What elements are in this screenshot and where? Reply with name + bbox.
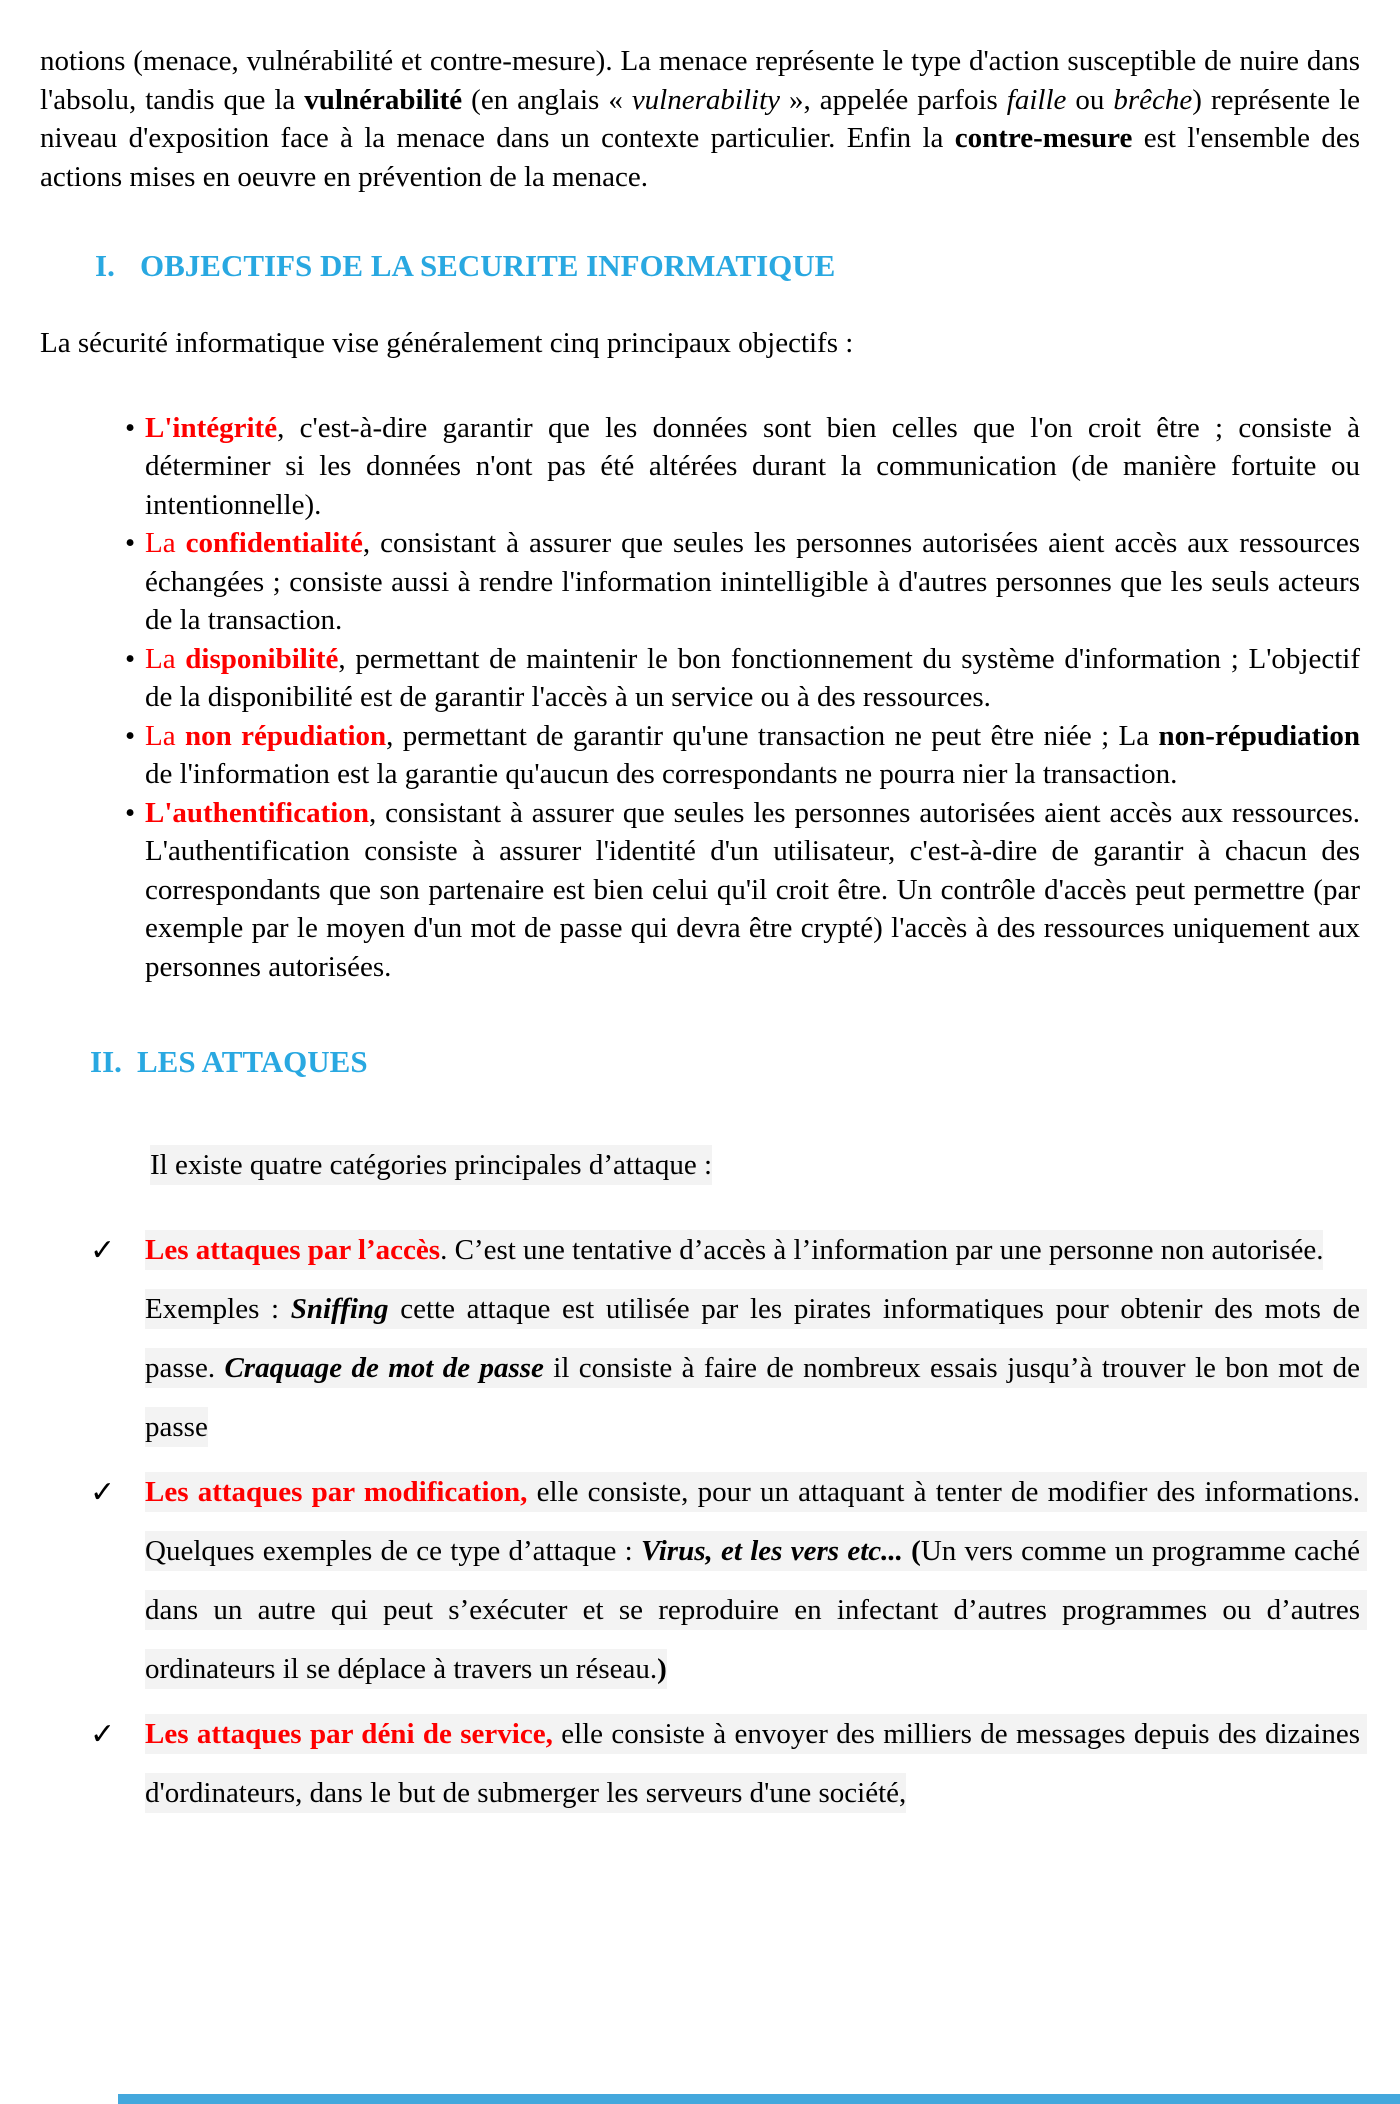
objective-text: L'intégrité, c'est-à-dire garantir que les données sont bien celles que l'on croit être ; consiste à déterminer si les données n'ont pas été altérées durant la communication (de manière fortuite ou intentionnelle). — [145, 411, 1368, 521]
section-2-title: LES ATTAQUES — [137, 1044, 368, 1079]
objectives-intro: La sécurité informatique vise généralement cinq principaux objectifs : — [40, 327, 854, 359]
objective-item-authentification — [125, 794, 1368, 987]
bottom-blue-bar — [118, 2094, 1400, 2104]
attack-item-modification — [90, 1463, 1368, 1699]
objective-text: La confidentialité, consistant à assurer que seules les personnes autorisées aient accès aux ressources échangées ; consiste aussi à rendre l'information inintelligible à d'autres personnes que les seuls acteurs de la transaction. — [145, 527, 1368, 636]
objective-item-disponibilite — [125, 640, 1368, 717]
bullet-icon: • — [125, 719, 136, 752]
attack-paragraph: Les attaques par déni de service, elle consiste à envoyer des milliers de messages depuis des dizaines d'ordinateurs, dans le but de submerger les serveurs d'une société, — [145, 1705, 1360, 1823]
bullet-icon: • — [125, 527, 136, 559]
check-icon: ✓ — [90, 1475, 116, 1510]
attack-item-deni-de-service — [90, 1705, 1368, 1823]
attack-paragraph: Exemples : Sniffing cette attaque est utilisée par les pirates informatiques pour obtenir des mots de passe. Craquage de mot de passe il consiste à faire de nombreux essais jusqu’à trouver le bon mot de passe — [145, 1280, 1360, 1457]
section-2-heading — [40, 1042, 1360, 1082]
objective-text: La non répudiation, permettant de garantir qu'une transaction ne peut être niée ; La non-répudiation de l'information est la garantie qu'aucun des correspondants ne pourra nier la transaction. — [145, 719, 1368, 790]
objective-item-non-repudiation — [125, 717, 1368, 794]
section-2-number: II. — [90, 1044, 122, 1079]
attacks-intro: Il existe quatre catégories principales d’attaque : — [150, 1136, 1360, 1195]
intro-paragraph: notions (menace, vulnérabilité et contre-mesure). La menace représente le type d'action susceptible de nuire dans l'absolu, tandis que la vulnérabilité (en anglais « vulnerability », appelée parfois faille ou brêche) représente le niveau d'exposition face à la menace dans un contexte particulier. Enfin la contre-mesure est l'ensemble des actions mises en oeuvre en prévention de la menace. — [40, 45, 1368, 193]
attack-paragraph: Les attaques par modification, elle consiste, pour un attaquant à tenter de modifier des informations. Quelques exemples de ce type d’attaque : Virus, et les vers etc... (Un vers comme un programme caché dans un autre qui peut s’exécuter et se reproduire en infectant d’autres programmes ou d’autres ordinateurs il se déplace à travers un réseau.) — [145, 1463, 1360, 1699]
check-icon: ✓ — [90, 1233, 116, 1268]
objective-text: L'authentification, consistant à assurer que seules les personnes autorisées aient accès aux ressources. L'authentification consiste à assurer l'identité d'un utilisateur, c'est-à-dire de garantir à chacun des correspondants que son partenaire est bien celui qu'il croit être. Un contrôle d'accès peut permettre (par exemple par le moyen d'un mot de passe qui devra être crypté) l'accès à des ressources uniquement aux personnes autorisées. — [145, 796, 1368, 983]
objective-item-confidentialite — [125, 524, 1368, 640]
attacks-list — [40, 1221, 1368, 1823]
bullet-icon: • — [125, 796, 136, 829]
check-icon: ✓ — [90, 1717, 116, 1752]
section-1-heading — [40, 246, 1360, 286]
bullet-icon: • — [125, 411, 136, 444]
attack-paragraph: Les attaques par l’accès. C’est une tentative d’accès à l’information par une personne non autorisée. — [145, 1221, 1360, 1280]
section-1-number: I. — [95, 248, 115, 283]
section-1-title: OBJECTIFS DE LA SECURITE INFORMATIQUE — [140, 248, 836, 283]
objective-item-integrite — [125, 409, 1368, 525]
bullet-icon: • — [125, 642, 136, 675]
attack-item-acces — [90, 1221, 1368, 1457]
objectives-list — [40, 409, 1368, 987]
objective-text: La disponibilité, permettant de maintenir le bon fonctionnement du système d'information ; L'objectif de la disponibilité est de garantir l'accès à un service ou à des ressources. — [145, 642, 1368, 713]
